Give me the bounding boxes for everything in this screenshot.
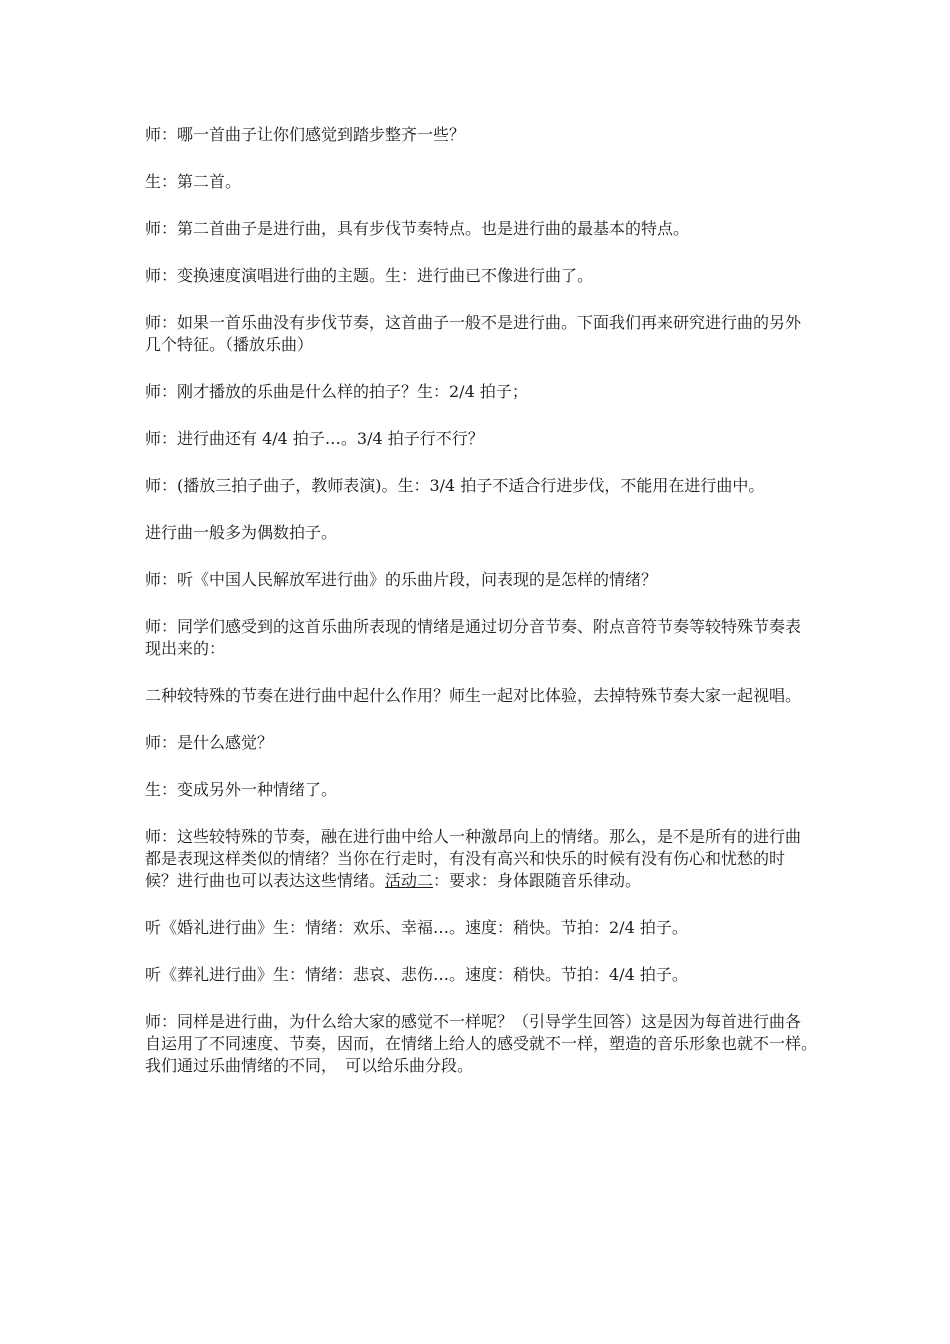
paragraph-5: 师：如果一首乐曲没有步伐节奏，这首曲子一般不是进行曲。下面我们再来研究进行曲的另外几个特征。（播放乐曲）	[145, 313, 802, 354]
paragraph-4: 师：变换速度演唱进行曲的主题。生：进行曲已不像进行曲了。	[145, 266, 594, 285]
paragraph-10: 师：听《中国人民解放军进行曲》的乐曲片段，问表现的是怎样的情绪？	[145, 570, 658, 589]
paragraph-11: 师：同学们感受到的这首乐曲所表现的情绪是通过切分音节奏、附点音符节奏等较特殊节奏表现出来的：	[145, 617, 802, 658]
paragraph-7: 师：进行曲还有 4/4 拍子…。3/4 拍子行不行？	[145, 429, 484, 448]
paragraph-14: 生：变成另外一种情绪了。	[145, 780, 338, 799]
paragraph-13: 师：是什么感觉？	[145, 733, 274, 752]
paragraph-1: 师：哪一首曲子让你们感觉到踏步整齐一些？	[145, 125, 466, 144]
paragraph-18: 师：同样是进行曲，为什么给大家的感觉不一样呢？（引导学生回答）这是因为每首进行曲各自运用了不同速度、节奏，因而，在情绪上给人的感受就不一样，塑造的音乐形象也就不一样。 我们通过乐曲情绪的不同， 可以给乐曲分段。	[145, 1012, 826, 1075]
paragraph-6: 师：刚才播放的乐曲是什么样的拍子？生：2/4 拍子；	[145, 382, 528, 401]
paragraph-15	[145, 826, 810, 892]
paragraph-3: 师：第二首曲子是进行曲，具有步伐节奏特点。也是进行曲的最基本的特点。	[145, 219, 690, 238]
paragraph-15-tail: ：要求：身体跟随音乐律动。	[433, 871, 642, 890]
paragraph-8: 师：(播放三拍子曲子，教师表演)。生：3/4 拍子不适合行进步伐，不能用在进行曲中。	[145, 476, 765, 495]
paragraph-17: 听《葬礼进行曲》生：情绪：悲哀、悲伤…。速度：稍快。节拍：4/4 拍子。	[145, 965, 688, 984]
paragraph-9: 进行曲一般多为偶数拍子。	[145, 523, 338, 542]
paragraph-15-text: 师：这些较特殊的节奏，融在进行曲中给人一种激昂向上的情绪。那么，是不是所有的进行曲都是表现这样类似的情绪？当你在行走时，有没有高兴和快乐的时候有没有伤心和忧愁的时候？进行曲也可以表达这些情绪。	[145, 827, 802, 890]
activity-two-label: 活动二	[385, 871, 434, 890]
paragraph-2: 生：第二首。	[145, 172, 242, 191]
document-body	[145, 124, 826, 1102]
paragraph-16: 听《婚礼进行曲》生：情绪：欢乐、幸福…。速度：稍快。节拍：2/4 拍子。	[145, 918, 688, 937]
paragraph-12: 二种较特殊的节奏在进行曲中起什么作用？师生一起对比体验，去掉特殊节奏大家一起视唱。	[145, 686, 802, 705]
